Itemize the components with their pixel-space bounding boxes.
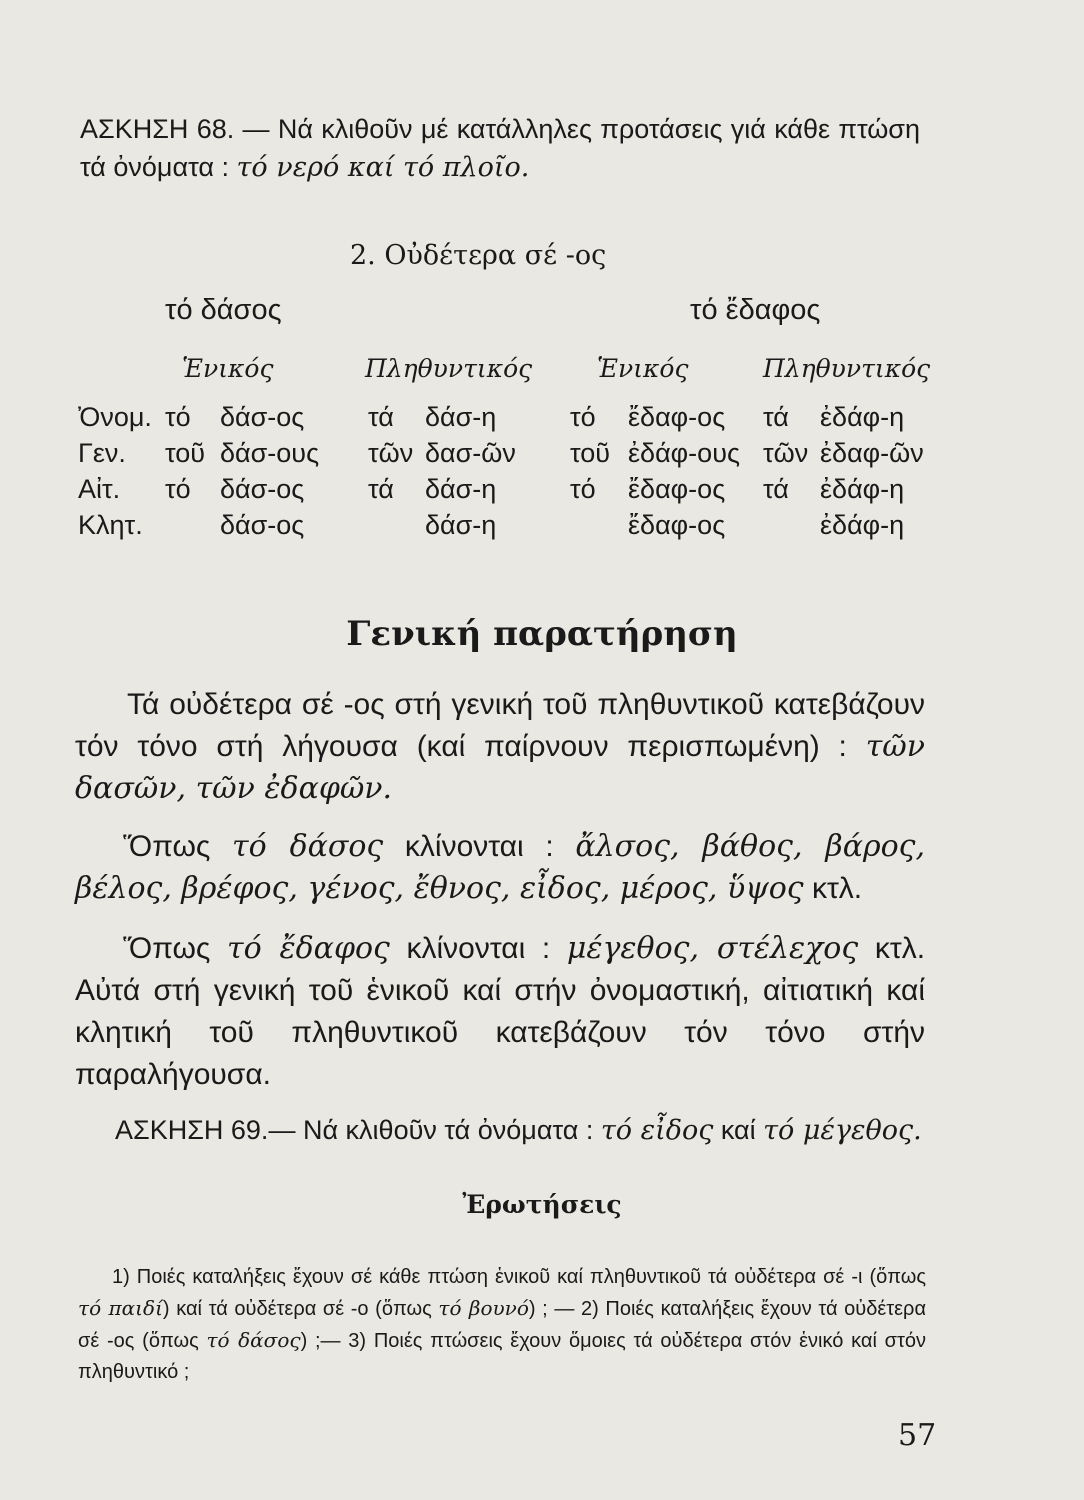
article: τοῦ	[570, 438, 611, 468]
page-number: 57	[898, 1418, 937, 1453]
q-text-3: ) ; — 2) Ποιές καταλήξεις ἔχουν τά οὐδέτερα σέ -ος (ὅπως	[78, 1298, 927, 1352]
form: ἐδάφ-η	[820, 474, 905, 504]
case-label: Κλητ.	[78, 510, 143, 540]
q-text-4: ) ;— 3) Ποιές πτώσεις ἔχουν ὅμοιες τά οὐδέτερα στόν ἑνικό καί στόν πληθυντικό ;	[78, 1330, 927, 1383]
p1-examples: τῶν δασῶν, τῶν ἐδαφῶν.	[75, 729, 925, 806]
form: ἔδαφ-ος	[628, 474, 726, 504]
exercise-69-and: καί	[713, 1115, 764, 1145]
form: ἐδάφ-η	[820, 402, 905, 432]
form: δάσ-ος	[220, 510, 305, 540]
article: τά	[368, 474, 394, 504]
exercise-69-label: ΑΣΚΗΣΗ 69.	[115, 1115, 269, 1145]
case-label: Ὀνομ.	[78, 402, 152, 432]
article: τό	[570, 474, 596, 504]
form: ἐδάφ-ους	[628, 438, 740, 468]
header-plural-1: Πληθυντικός	[365, 354, 533, 383]
exercise-69-text: — Νά κλιθοῦν τά ὀνόματα :	[268, 1115, 601, 1145]
p3-mid: κλίνονται :	[389, 932, 567, 965]
article: τά	[368, 402, 394, 432]
form: δάσ-ος	[220, 474, 305, 504]
q-italic-3: τό δάσος	[206, 1328, 301, 1352]
article: τοῦ	[165, 438, 206, 468]
form: ἐδάφ-η	[820, 510, 905, 540]
p2-mid: κλίνονται :	[383, 830, 576, 863]
article: τό	[165, 402, 191, 432]
header-singular-2: Ἑνικός	[597, 354, 689, 383]
header-plural-2: Πληθυντικός	[763, 354, 931, 383]
remark-paragraph-1	[75, 684, 925, 810]
form: δασ-ῶν	[425, 438, 516, 468]
p1-text: Τά οὐδέτερα σέ -ος στή γενική τοῦ πληθυντικοῦ κατεβάζουν τόν τόνο στή λήγουσα (καί παίρνουν περισπωμένη) :	[75, 688, 925, 763]
q-text-1: 1) Ποιές καταλήξεις ἔχουν σέ κάθε πτώση ἑνικοῦ καί πληθυντικοῦ τά οὐδέτερα σέ -ι (ὅπως	[112, 1266, 926, 1288]
exercise-69-noun-1: τό εἶδος	[600, 1115, 714, 1146]
case-label: Αἰτ.	[78, 474, 121, 504]
p2-model: τό δάσος	[232, 829, 384, 864]
form: δάσ-η	[425, 402, 497, 432]
form: δάσ-η	[425, 474, 497, 504]
noun-das-title: τό δάσος	[165, 294, 282, 326]
q-italic-2: τό βουνό	[438, 1296, 529, 1320]
article: τά	[763, 402, 789, 432]
case-label: Γεν.	[78, 438, 126, 468]
exercise-68-text: — Νά κλιθοῦν μέ κατάλληλες προτάσεις γιά κάθε πτώση τά ὀνόματα :	[80, 114, 920, 182]
p2-end: κτλ.	[803, 872, 863, 905]
form: ἔδαφ-ος	[628, 510, 726, 540]
exercise-68-nouns: τό νερό καί τό πλοῖο.	[236, 152, 530, 183]
remark-heading: Γενική παρατήρηση	[346, 614, 738, 654]
article: τά	[763, 474, 789, 504]
header-singular-1: Ἑνικός	[182, 354, 274, 383]
form: ἐδαφ-ῶν	[820, 438, 924, 468]
article: τῶν	[763, 438, 809, 468]
p3-lead: Ὅπως	[123, 932, 228, 965]
article: τό	[165, 474, 191, 504]
q-italic-1: τό παιδί	[78, 1296, 163, 1320]
remark-paragraph-3	[75, 928, 925, 1096]
section-title: 2. Οὐδέτερα σέ -ος	[350, 240, 607, 271]
p3-end: κτλ. Αὐτά στή γενική τοῦ ἑνικοῦ καί στήν ὀνομαστική, αἰτιατική καί κλητική τοῦ πληθυντικοῦ κατεβάζουν τόν τόνο στήν παραλήγουσα.	[75, 932, 926, 1091]
form: δάσ-ος	[220, 402, 305, 432]
p3-list: μέγεθος, στέλεχος	[566, 931, 859, 966]
p2-lead: Ὅπως	[123, 830, 233, 863]
q-text-2: ) καί τά οὐδέτερα σέ -ο (ὅπως	[162, 1298, 439, 1320]
p2-list: ἄλσος, βάθος, βάρος, βέλος, βρέφος, γένος, ἔθνος, εἶδος, μέρος, ὕψος	[75, 829, 925, 906]
form: δάσ-η	[425, 510, 497, 540]
exercise-68	[80, 110, 920, 187]
questions-heading: Ἐρωτήσεις	[462, 1190, 622, 1219]
noun-edafos-title: τό ἔδαφος	[690, 294, 821, 326]
questions-text	[78, 1262, 926, 1388]
form: ἔδαφ-ος	[628, 402, 726, 432]
form: δάσ-ους	[220, 438, 320, 468]
exercise-69-noun-2: τό μέγεθος.	[763, 1115, 922, 1146]
p3-model: τό ἔδαφος	[227, 931, 390, 966]
exercise-68-label: ΑΣΚΗΣΗ 68.	[80, 114, 235, 144]
article: τό	[570, 402, 596, 432]
article: τῶν	[368, 438, 414, 468]
exercise-69	[75, 1110, 925, 1151]
remark-paragraph-2	[75, 826, 925, 910]
